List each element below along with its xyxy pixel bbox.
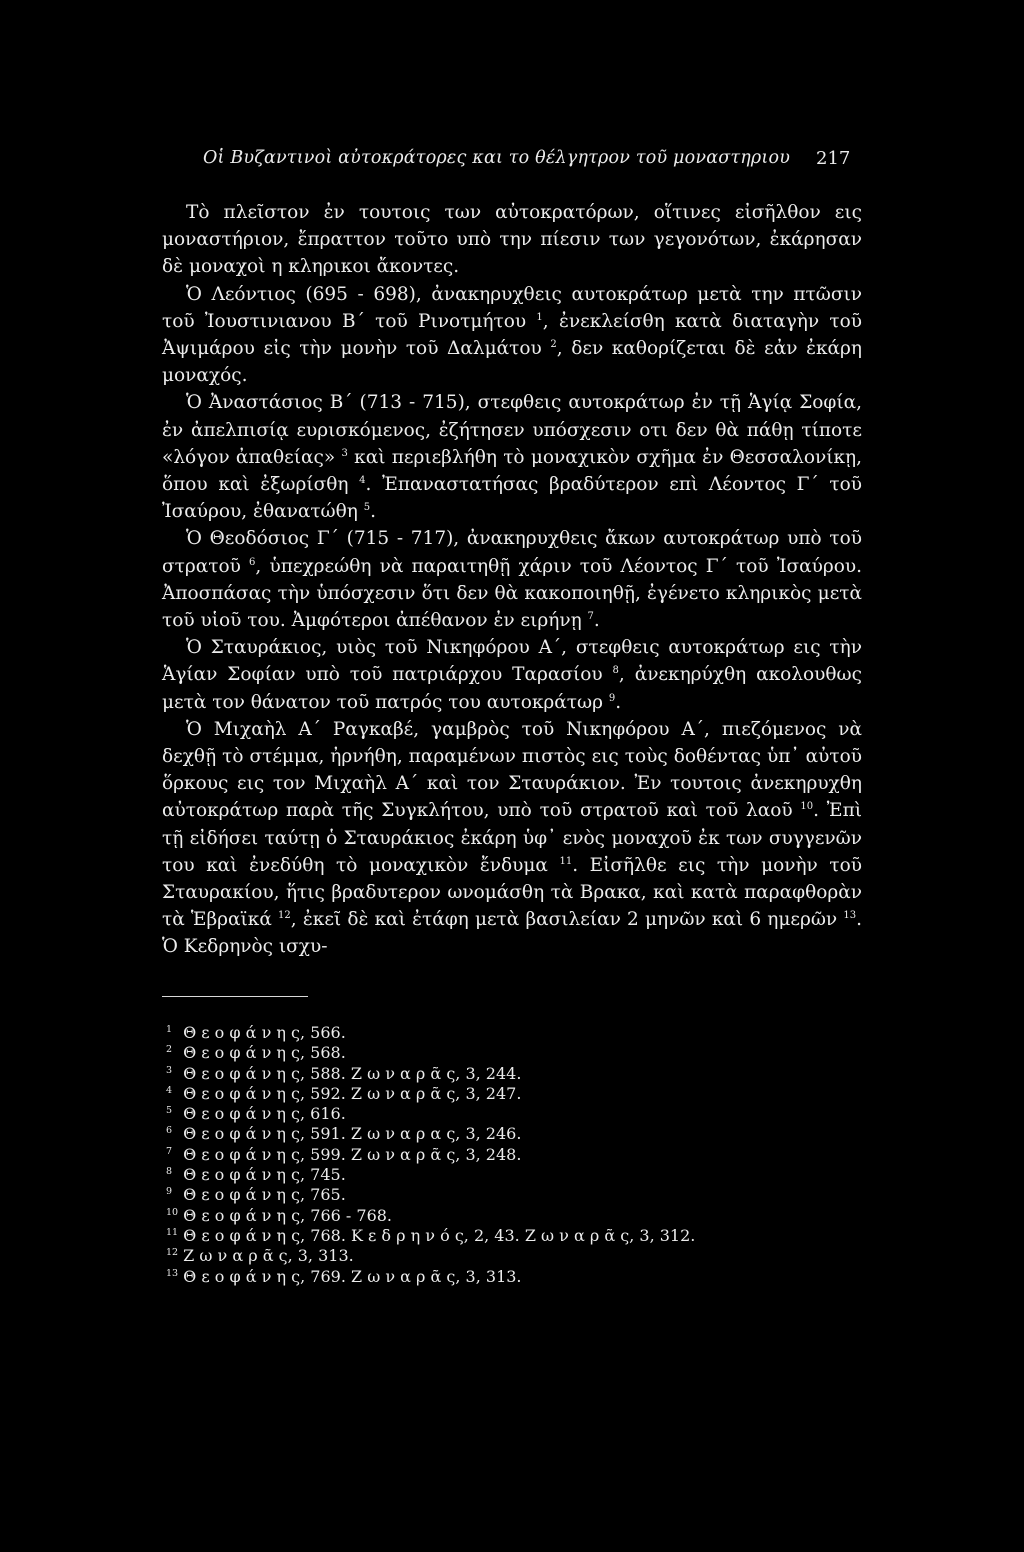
footnote: 10 Θ ε ο φ ά ν η ς, 766 - 768. <box>166 1205 393 1225</box>
paragraph-text: . Εἰσῆλθε εις τὴν μονὴν τοῦ Σταυρακίου, ἥτις βραδυτερον ωνομάσθη τὰ Βρακα, καὶ κατὰ παραφθορὰν τὰ Ἑβραϊκά <box>162 854 862 931</box>
footnote: 12 Ζ ω ν α ρ ᾶ ς, 3, 313. <box>166 1246 354 1266</box>
footnote-text: Θ ε ο φ ά ν η ς, 599. Ζ ω ν α ρ ᾶ ς, 3, 248. <box>178 1144 522 1164</box>
paragraph <box>162 281 862 390</box>
footnote: 3 Θ ε ο φ ά ν η ς, 588. Ζ ω ν α ρ ᾶ ς, 3, 244. <box>166 1063 522 1083</box>
paragraph <box>162 199 862 281</box>
footnote-text: Θ ε ο φ ά ν η ς, 588. Ζ ω ν α ρ ᾶ ς, 3, 244. <box>178 1063 522 1083</box>
paragraph-text: Τὸ πλεῖστον ἐν τουτοις των αὐτοκρατόρων, οἵτινες εἰσῆλθον εις μοναστήριον, ἔπραττον τοῦτο υπὸ την πίεσιν των γεγονότων, ἐκάρησαν δὲ μοναχοὶ η κληρικοι ἄκοντες. <box>162 202 862 278</box>
footnote-text: Θ ε ο φ ά ν η ς, 568. <box>178 1043 346 1063</box>
paragraph-text: , ἐνεκλείσθη κατὰ διαταγὴν τοῦ Ἀψιμάρου εἰς τὴν μονὴν τοῦ Δαλμάτου <box>162 310 862 360</box>
paragraph-text: Ὁ Ἀναστάσιος Β΄ (713 - 715), στεφθεις αυτοκράτωρ ἐν τῇ Ἁγίᾳ Σοφία, ἐν ἀπελπισίᾳ ευρισκόμενος, ἐζήτησεν υπόσχεσιν οτι δεν θὰ πάθῃ τίποτε «λόγον ἀπαθείας» <box>162 392 862 468</box>
paragraph-text: . Ὁ Κεδρηνὸς ισχυ- <box>162 909 862 958</box>
footnote-text: Θ ε ο φ ά ν η ς, 616. <box>178 1104 346 1124</box>
footnote-separator <box>162 996 308 997</box>
footnote-text: Θ ε ο φ ά ν η ς, 769. Ζ ω ν α ρ ᾶ ς, 3, 313. <box>178 1266 522 1286</box>
paragraph-text: . <box>615 691 622 713</box>
footnote-reference: 6 <box>249 556 256 568</box>
paragraph <box>162 389 862 525</box>
main-text <box>162 199 862 961</box>
footnote-reference: 1 <box>536 311 543 323</box>
footnote-reference: 13 <box>843 910 857 922</box>
footnote-reference: 10 <box>800 801 814 813</box>
footnote: 4 Θ ε ο φ ά ν η ς, 592. Ζ ω ν α ρ ᾶ ς, 3, 247. <box>166 1083 522 1103</box>
footnote: 13 Θ ε ο φ ά ν η ς, 769. Ζ ω ν α ρ ᾶ ς, 3, 313. <box>166 1266 522 1286</box>
paragraph-text: , ἐκεῖ δὲ καὶ ἐτάφη μετὰ βασιλείαν 2 μηνῶν καὶ 6 ημερῶν <box>290 909 844 931</box>
page-number: 217 <box>816 148 851 169</box>
footnote: 1 Θ ε ο φ ά ν η ς, 566. <box>166 1023 346 1042</box>
footnote-reference: 11 <box>559 855 573 867</box>
paragraph-text: Ὁ Θεοδόσιος Γ΄ (715 - 717), ἀνακηρυχθεις ἄκων αυτοκράτωρ υπὸ τοῦ στρατοῦ <box>162 528 862 577</box>
footnote-text: Θ ε ο φ ά ν η ς, 592. Ζ ω ν α ρ ᾶ ς, 3, 247. <box>178 1083 522 1103</box>
paragraph <box>162 716 862 961</box>
paragraph-text: . Ἐπὶ τῇ εἰδήσει ταύτῃ ὁ Σταυράκιος ἐκάρη ὑφ᾽ ενὸς μοναχοῦ ἐκ των συγγενῶν του καὶ ἐνεδύθη τὸ μοναχικὸν ἔνδυμα <box>162 800 862 876</box>
footnote-text: Θ ε ο φ ά ν η ς, 745. <box>178 1165 346 1185</box>
footnote-reference: 4 <box>359 475 366 487</box>
footnote: 11 Θ ε ο φ ά ν η ς, 768. Κ ε δ ρ η ν ό ς, 2, 43. Ζ ω ν α ρ ᾶ ς, 3, 312. <box>166 1225 696 1245</box>
footnote-text: Ζ ω ν α ρ ᾶ ς, 3, 313. <box>178 1246 354 1266</box>
paragraph-text: . <box>370 501 377 523</box>
footnote-reference: 5 <box>363 502 371 514</box>
footnote-reference: 12 <box>278 910 291 922</box>
paragraph-text: , δεν καθορίζεται δὲ εἀν ἐκάρη μοναχός. <box>162 338 863 387</box>
footnote: 6 Θ ε ο φ ά ν η ς, 591. Ζ ω ν α ρ α ς, 3, 246. <box>166 1124 522 1144</box>
paragraph-text: , ἀνεκηρύχθη ακολουθως μετὰ τον θάνατον τοῦ πατρός του αυτοκράτωρ <box>162 664 862 713</box>
paragraph <box>162 525 862 634</box>
footnote-reference: 9 <box>608 692 616 704</box>
footnote-reference: 8 <box>612 665 619 677</box>
paragraph-text: Ὁ Μιχαὴλ Α΄ Ραγκαβέ, γαμβρὸς τοῦ Νικηφόρου Α΄, πιεζόμενος νὰ δεχθῇ τὸ στέμμα, ἠρνήθη, παραμένων πιστὸς εις τοὺς δοθέντας ὑπ᾽ αὐτοῦ ὅρκους εις τον Μιχαὴλ Α΄ καὶ τον Σταυράκιον. Ἐν τουτοις ἀνεκηρυχθη αὐτοκράτωρ παρὰ τῆς Συγκλήτου, υπὸ τοῦ στρατοῦ καὶ τοῦ λαοῦ <box>162 718 862 822</box>
footnote-text: Θ ε ο φ ά ν η ς, 591. Ζ ω ν α ρ α ς, 3, 246. <box>178 1124 522 1144</box>
footnote: 7 Θ ε ο φ ά ν η ς, 599. Ζ ω ν α ρ ᾶ ς, 3, 248. <box>166 1144 522 1164</box>
footnote: 8 Θ ε ο φ ά ν η ς, 745. <box>166 1165 346 1185</box>
footnote-text: Θ ε ο φ ά ν η ς, 768. Κ ε δ ρ η ν ό ς, 2, 43. Ζ ω ν α ρ ᾶ ς, 3, 312. <box>178 1225 696 1245</box>
footnote-text: Θ ε ο φ ά ν η ς, 566. <box>178 1023 346 1042</box>
paragraph-text: , ὑπεχρεώθη νὰ παραιτηθῇ χάριν τοῦ Λέοντος Γ΄ τοῦ Ἰσαύρου. Ἀποσπάσας τὴν ὑπόσχεσιν ὅτι δεν θὰ κακοποιηθῇ, ἐγένετο κληρικὸς μετὰ τοῦ υἱοῦ του. Ἀμφότεροι ἀπέθανον ἐν ειρήνῃ <box>162 555 862 632</box>
footnote: 5 Θ ε ο φ ά ν η ς, 616. <box>166 1104 346 1124</box>
paragraph-text: Ὁ Λεόντιος (695 - 698), ἀνακηρυχθεις αυτοκράτωρ μετὰ την πτῶσιν τοῦ Ἰουστινιανου Β΄ τοῦ Ρινοτμήτου <box>162 283 862 332</box>
footnote-reference: 2 <box>550 339 557 351</box>
footnote: 2 Θ ε ο φ ά ν η ς, 568. <box>166 1043 346 1063</box>
running-header-title: Οἱ Βυζαντινοὶ αὐτοκράτορες και το θέλγητρον τοῦ μοναστηριου <box>203 148 791 168</box>
footnotes <box>166 1023 826 1287</box>
footnote-text: Θ ε ο φ ά ν η ς, 765. <box>178 1185 346 1205</box>
paragraph-text: καὶ περιεβλήθη τὸ μοναχικὸν σχῆμα ἐν Θεσσαλονίκῃ, ὅπου καὶ ἐξωρίσθη <box>162 446 862 496</box>
paragraph-text: . Ἐπαναστατήσας βραδύτερον επὶ Λέοντος Γ΄ τοῦ Ἰσαύρου, ἐθανατώθη <box>162 474 862 523</box>
footnote-text: Θ ε ο φ ά ν η ς, 766 - 768. <box>178 1205 393 1225</box>
footnote-reference: 3 <box>341 447 348 459</box>
footnote: 9 Θ ε ο φ ά ν η ς, 765. <box>166 1185 346 1205</box>
footnote-reference: 7 <box>587 611 594 623</box>
paragraph <box>162 634 862 716</box>
paragraph-text: Ὁ Σταυράκιος, υιὸς τοῦ Νικηφόρου Α΄, στεφθεις αυτοκράτωρ εις τὴν Ἁγίαν Σοφίαν υπὸ τοῦ πατριάρχου Ταρασίου <box>162 637 862 686</box>
paragraph-text: . <box>593 610 600 632</box>
